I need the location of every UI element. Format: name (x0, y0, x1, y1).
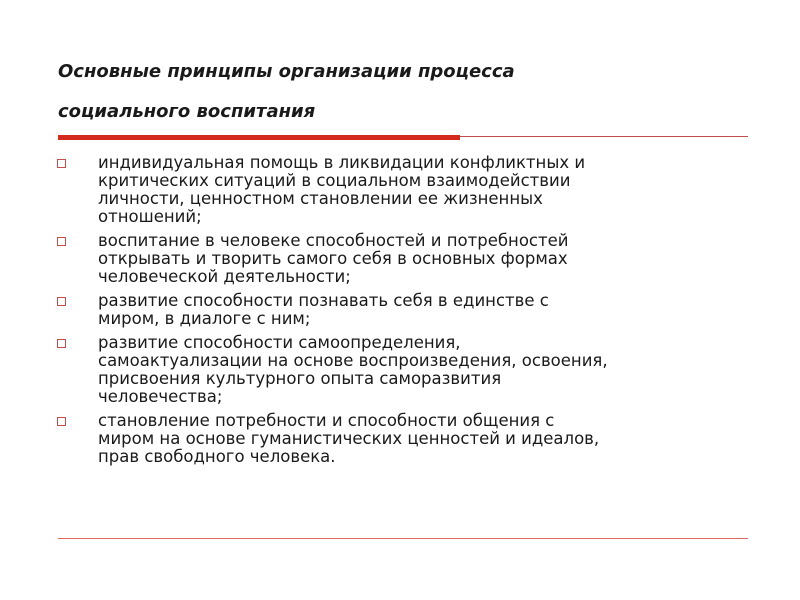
slide-title-line-1: Основные принципы организации процесса (58, 61, 515, 82)
list-item-text: развитие способности самоопределения, самоактуализации на основе воспроизведения, освоения, присвоения культурного опыта саморазвития человечества; (98, 333, 608, 406)
list-item-text: становление потребности и способности общения с миром на основе гуманистических ценностей и идеалов, прав свободного человека. (98, 411, 600, 466)
list-item-text: индивидуальная помощь в ликвидации конфликтных и критических ситуаций в социальном взаимодействии личности, ценностном становлении ее жизненных отношений; (98, 153, 586, 226)
hollow-square-bullet-icon (57, 237, 66, 246)
list-item (52, 412, 752, 466)
list-item (52, 292, 752, 328)
principles-list (52, 154, 752, 472)
list-item (52, 232, 752, 286)
title-divider-accent (58, 135, 460, 140)
hollow-square-bullet-icon (57, 297, 66, 306)
footer-divider (58, 538, 748, 539)
list-item-text: развитие способности познавать себя в единстве с миром, в диалоге с ним; (98, 291, 549, 328)
hollow-square-bullet-icon (57, 159, 66, 168)
slide-title-line-2: социального воспитания (58, 101, 316, 122)
hollow-square-bullet-icon (57, 417, 66, 426)
list-item (52, 334, 752, 406)
slide-title (58, 52, 758, 132)
list-item-text: воспитание в человеке способностей и потребностей открывать и творить самого себя в основных формах человеческой деятельности; (98, 231, 569, 286)
list-item (52, 154, 752, 226)
hollow-square-bullet-icon (57, 339, 66, 348)
